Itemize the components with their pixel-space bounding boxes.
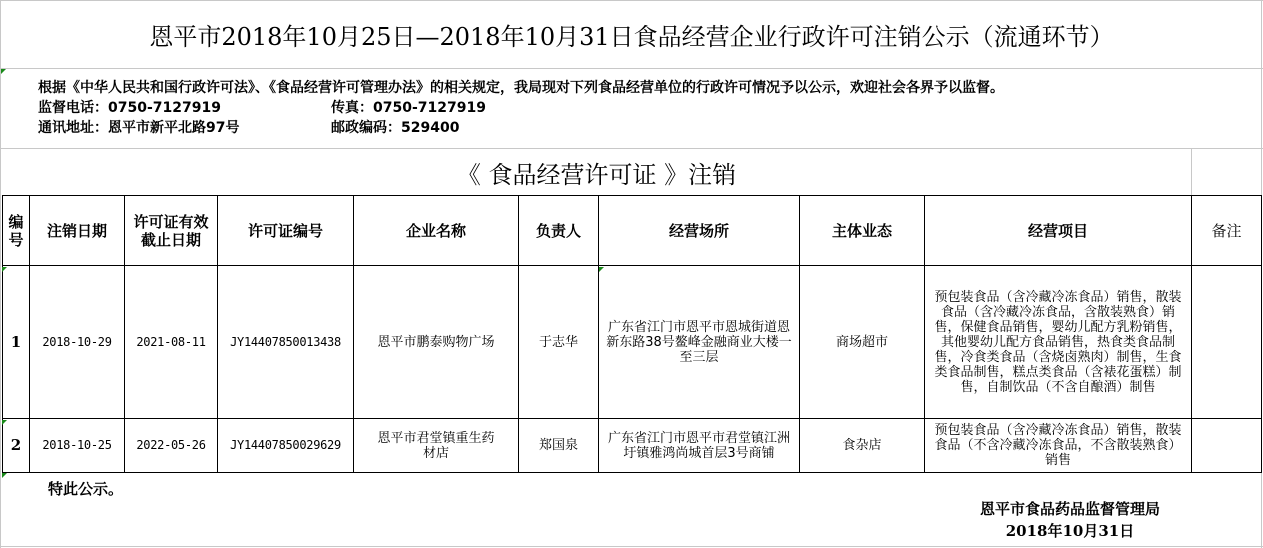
cell-cancel-date: 2018-10-25 [30, 419, 125, 473]
issuer-name: 恩平市食品药品监督管理局 [979, 500, 1160, 518]
cell-scope: 预包装食品（含冷藏冷冻食品）销售，散装食品（含冷藏冷冻食品，含散装熟食）销售，保健食品销售，婴幼儿配方乳粉销售，其他婴幼儿配方食品销售，热食类食品制售，冷食类食品（含烧卤熟肉）制售，生食类食品制售，糕点类食品（含裱花蛋糕）制售，自制饮品（不含自酿酒）制售 [925, 266, 1192, 419]
table-header-row [3, 196, 1262, 266]
header-remarks: 备注 [1192, 196, 1262, 266]
header-license-no: 许可证编号 [218, 196, 354, 266]
gridline [0, 546, 1263, 547]
cell-comment-marker [1, 69, 6, 74]
cell-index: 1 [3, 266, 30, 419]
cell-person: 于志华 [519, 266, 599, 419]
gridline [0, 68, 1263, 69]
postcode-label: 邮政编码：529400 [331, 120, 460, 136]
header-address: 经营场所 [599, 196, 800, 266]
cell-address: 广东省江门市恩平市恩城街道恩新东路38号鳌峰金融商业大楼一至三层 [599, 266, 800, 419]
phone-label: 监督电话：0750-7127919 [38, 100, 221, 116]
gridline [1191, 148, 1192, 195]
cell-comment-marker [2, 473, 7, 478]
header-expiry-date: 许可证有效截止日期 [125, 196, 218, 266]
header-person: 负责人 [519, 196, 599, 266]
header-company: 企业名称 [354, 196, 519, 266]
cell-license-no: JY14407850013438 [218, 266, 354, 419]
cancellation-table [2, 195, 1262, 473]
header-cancel-date: 注销日期 [30, 196, 125, 266]
table-row [3, 266, 1262, 419]
cell-business-type: 食杂店 [800, 419, 925, 473]
gridline [0, 0, 1, 548]
cell-scope: 预包装食品（含冷藏冷冻食品）销售，散装食品（不含冷藏冷冻食品，不含散装熟食）销售 [925, 419, 1192, 473]
issue-date: 2018年10月31日 [1005, 522, 1135, 540]
cell-company: 恩平市君堂镇重生药材店 [354, 419, 519, 473]
signature-block [940, 498, 1200, 542]
cell-remarks [1192, 419, 1262, 473]
fax-label: 传真：0750-7127919 [331, 100, 486, 116]
cell-index: 2 [3, 419, 30, 473]
cell-comment-marker [599, 267, 604, 272]
cell-expiry-date: 2022-05-26 [125, 419, 218, 473]
cell-comment-marker [2, 267, 7, 272]
header-business-type: 主体业态 [800, 196, 925, 266]
table-row [3, 419, 1262, 473]
notice-text: 特此公示。 [48, 480, 124, 498]
intro-block [38, 78, 1004, 138]
cell-cancel-date: 2018-10-29 [30, 266, 125, 419]
header-scope: 经营项目 [925, 196, 1192, 266]
page-title: 恩平市2018年10月25日—2018年10月31日食品经营企业行政许可注销公示（流通环节） [149, 22, 1114, 51]
cell-address: 广东省江门市恩平市君堂镇江洲圩镇雅鸿尚城首层3号商铺 [599, 419, 800, 473]
cell-person: 郑国泉 [519, 419, 599, 473]
header-index: 编号 [3, 196, 30, 266]
cell-expiry-date: 2021-08-11 [125, 266, 218, 419]
address-label: 通讯地址：恩平市新平北路97号 [38, 120, 240, 136]
cell-business-type: 商场超市 [800, 266, 925, 419]
cell-license-no: JY14407850029629 [218, 419, 354, 473]
cell-remarks [1192, 266, 1262, 419]
intro-statement: 根据《中华人民共和国行政许可法》、《食品经营许可管理办法》的相关规定，我局现对下列食品经营单位的行政许可情况予以公示，欢迎社会各界予以监督。 [38, 80, 1004, 96]
section-subtitle: 《 食品经营许可证 》注销 [456, 160, 737, 189]
cell-company: 恩平市鹏泰购物广场 [354, 266, 519, 419]
cell-comment-marker [2, 420, 7, 425]
